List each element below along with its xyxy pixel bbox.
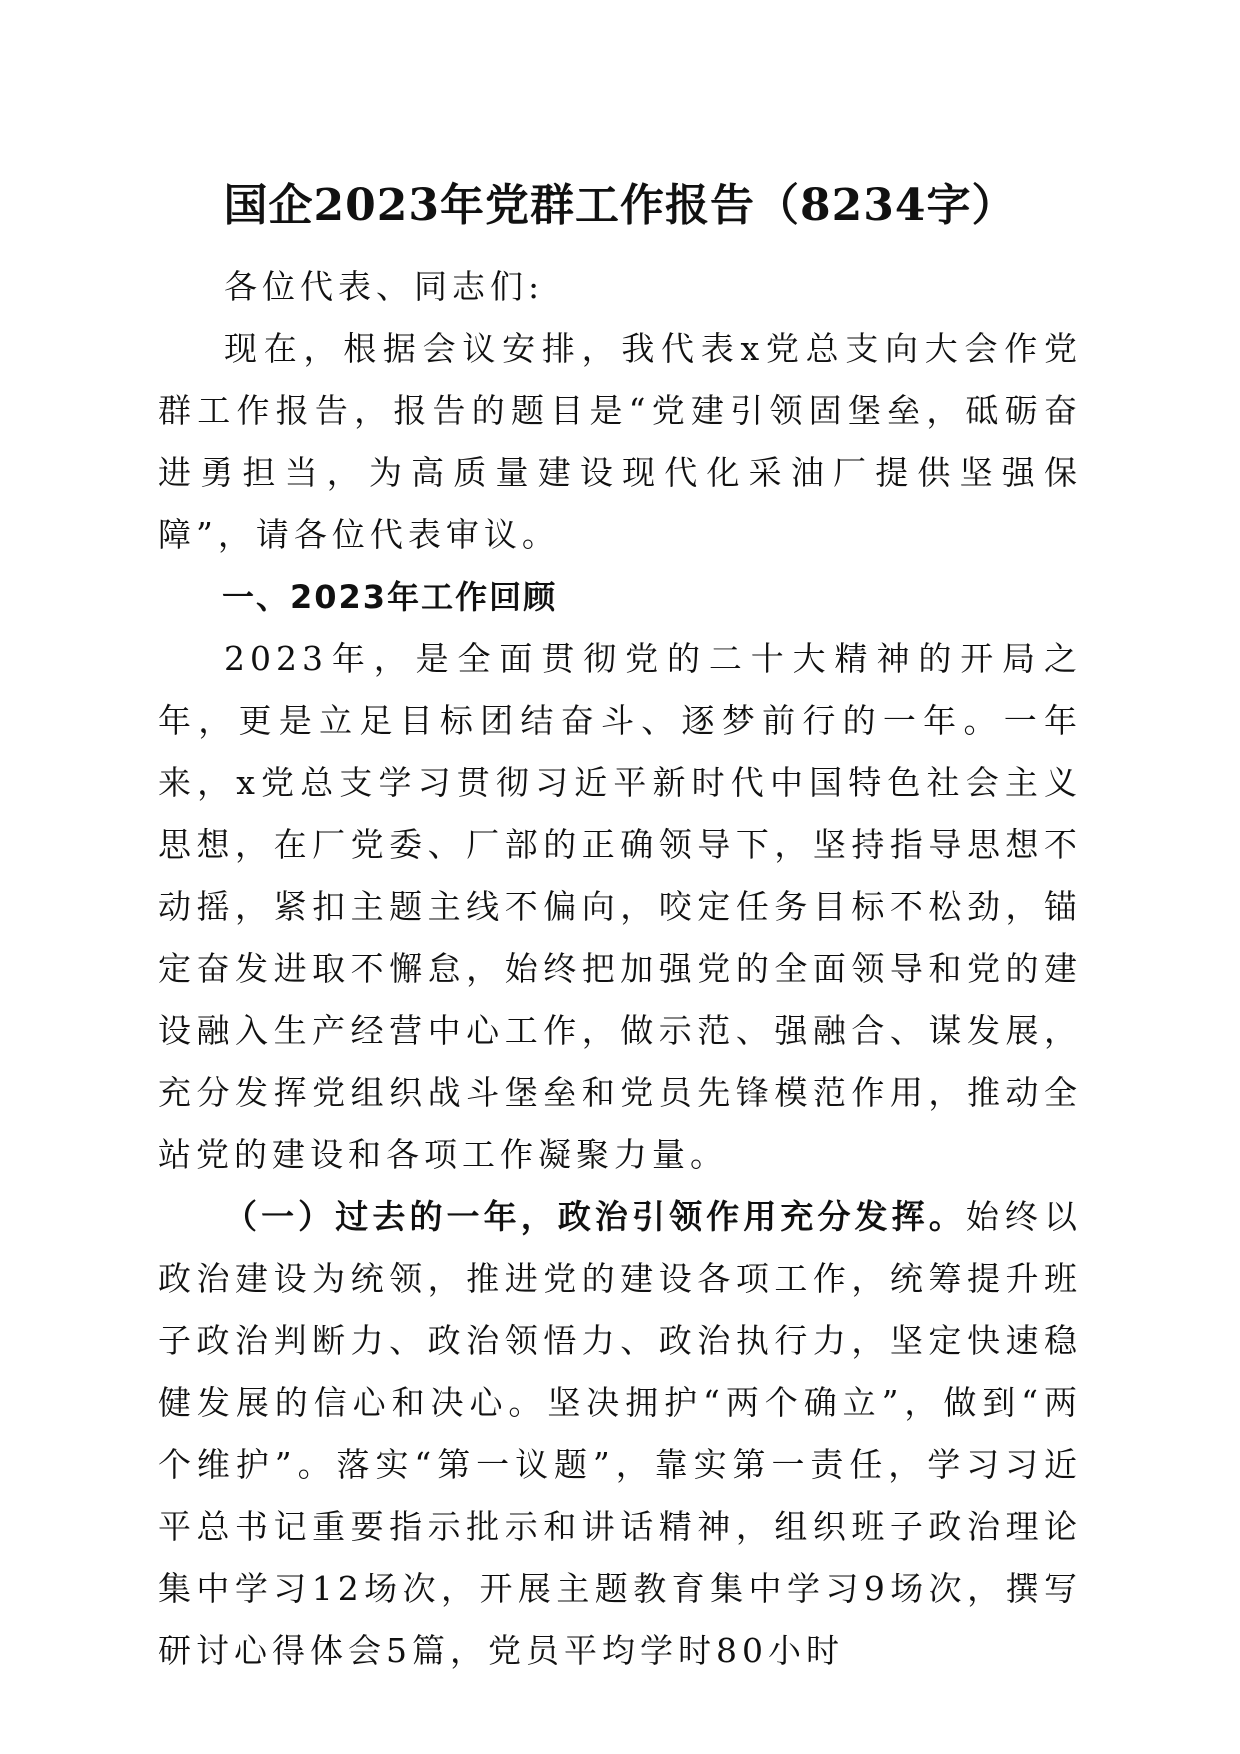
subsection-paragraph — [158, 1186, 1082, 1682]
section-heading: 一、2023年工作回顾 — [222, 578, 558, 616]
subsection-lead: （一）过去的一年，政治引领作用充分发挥。 — [224, 1197, 966, 1236]
intro-paragraph: 现在，根据会议安排，我代表x党总支向大会作党群工作报告，报告的题目是“党建引领固堡垒，砥砺奋进勇担当，为高质量建设现代化采油厂提供坚强保障”，请各位代表审议。 — [158, 329, 1082, 554]
subsection-text: 始终以政治建设为统领，推进党的建设各项工作，统筹提升班子政治判断力、政治领悟力、政治执行力，坚定快速稳健发展的信心和决心。坚决拥护“两个确立”，做到“两个维护”。落实“第一议题”，靠实第一责任，学习习近平总书记重要指示批示和讲话精神，组织班子政治理论集中学习12场次，开展主题教育集中学习9场次，撰写研讨心得体会5篇，党员平均学时80小时 — [158, 1197, 1083, 1670]
document-title: 国企2023年党群工作报告（8234字） — [223, 180, 1017, 231]
review-paragraph: 2023年，是全面贯彻党的二十大精神的开局之年，更是立足目标团结奋斗、逐梦前行的一年。一年来，x党总支学习贯彻习近平新时代中国特色社会主义思想，在厂党委、厂部的正确领导下，坚持指导思想不动摇，紧扣主题主线不偏向，咬定任务目标不松劲，锚定奋发进取不懈怠，始终把加强党的全面领导和党的建设融入生产经营中心工作，做示范、强融合、谋发展，充分发挥党组织战斗堡垒和党员先锋模范作用，推动全站党的建设和各项工作凝聚力量。 — [158, 639, 1082, 1174]
document-body — [158, 256, 1082, 1682]
salutation: 各位代表、同志们: — [224, 267, 545, 306]
